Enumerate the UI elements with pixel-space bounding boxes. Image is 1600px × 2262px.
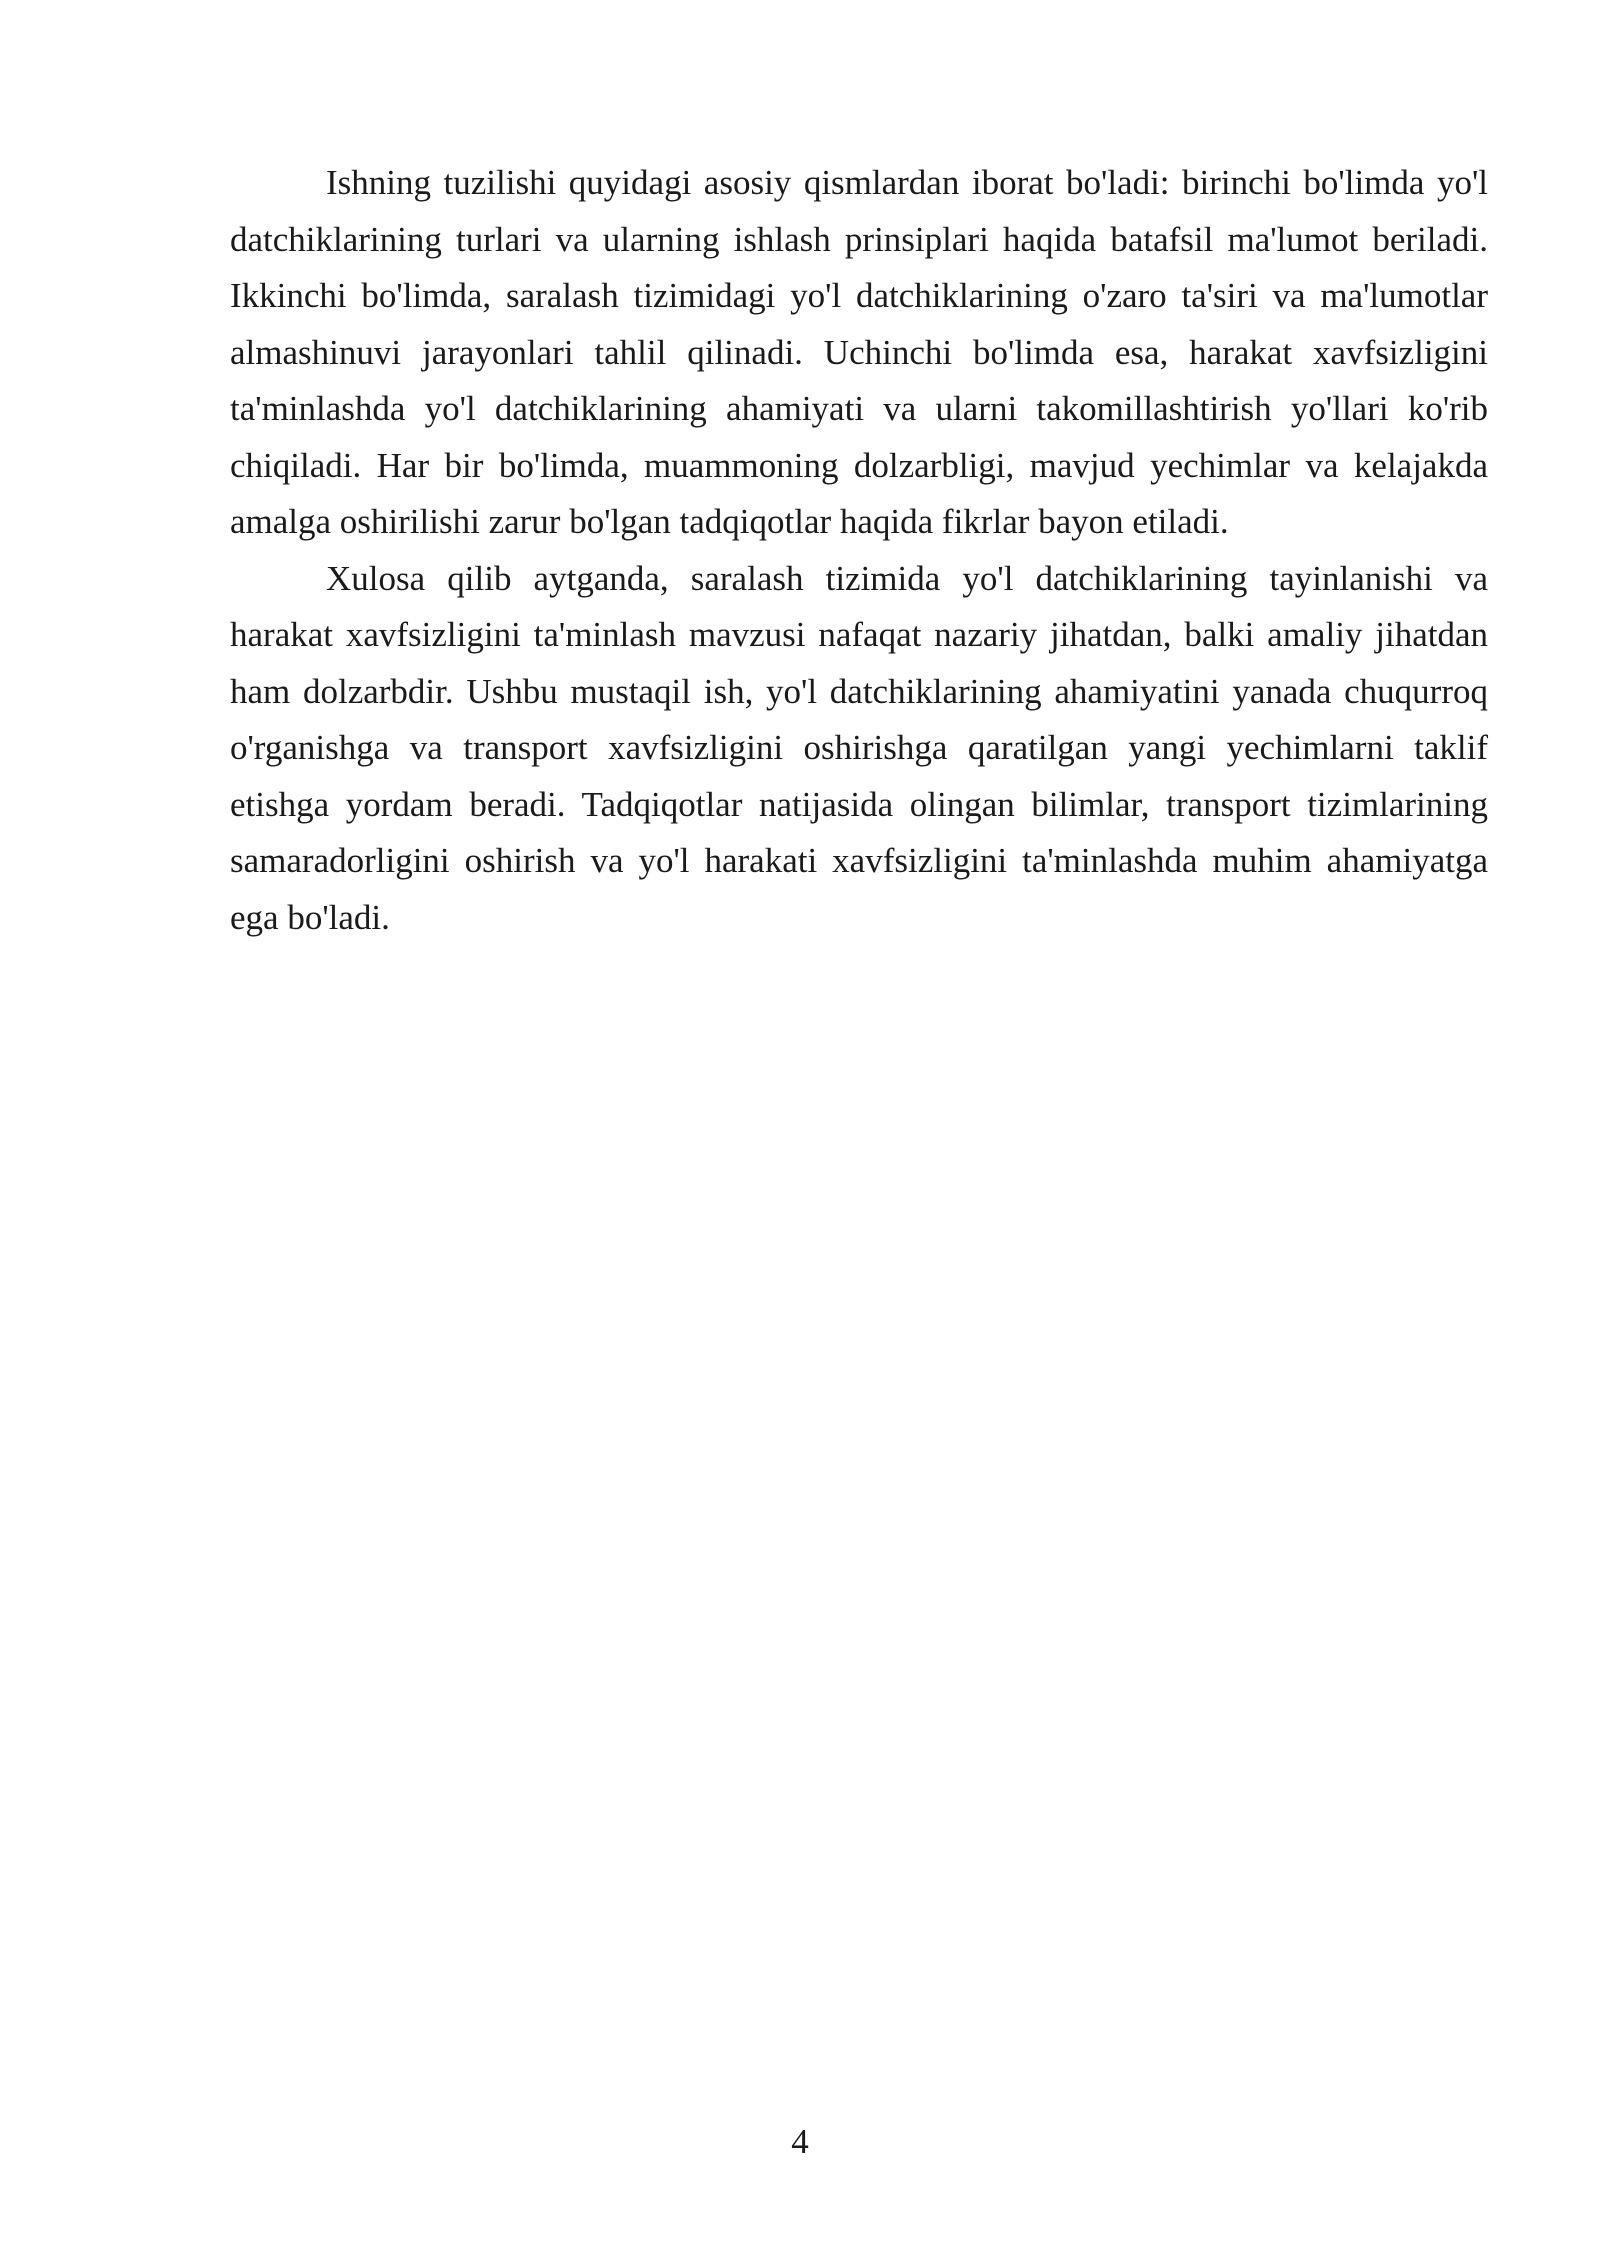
page-number: 4 bbox=[791, 2122, 809, 2161]
paragraph-structure: Ishning tuzilishi quyidagi asosiy qismlardan iborat bo'ladi: birinchi bo'limda yo'l datchiklarining turlari va ularning ishlash prinsiplari haqida batafsil ma'lumot beriladi. Ikkinchi bo'limda, saralash tizimidagi yo'l datchiklarining o'zaro ta'siri va ma'lumotlar almashinuvi jarayonlari tahlil qilinadi. Uchinchi bo'limda esa, harakat xavfsizligini ta'minlashda yo'l datchiklarining ahamiyati va ularni takomillashtirish yo'llari ko'rib chiqiladi. Har bir bo'limda, muammoning dolzarbligi, mavjud yechimlar va kelajakda amalga oshirilishi zarur bo'lgan tadqiqotlar haqida fikrlar bayon etiladi. bbox=[230, 163, 1488, 541]
paragraph-conclusion: Xulosa qilib aytganda, saralash tizimida yo'l datchiklarining tayinlanishi va harakat xavfsizligini ta'minlash mavzusi nafaqat nazariy jihatdan, balki amaliy jihatdan ham dolzarbdir. Ushbu mustaqil ish, yo'l datchiklarining ahamiyatini yanada chuqurroq o'rganishga va transport xavfsizligini oshirishga qaratilgan yangi yechimlarni taklif etishga yordam beradi. Tadqiqotlar natijasida olingan bilimlar, transport tizimlarining samaradorligini oshirish va yo'l harakati xavfsizligini ta'minlashda muhim ahamiyatga ega bo'ladi. bbox=[230, 558, 1488, 937]
body-text bbox=[230, 155, 1488, 946]
